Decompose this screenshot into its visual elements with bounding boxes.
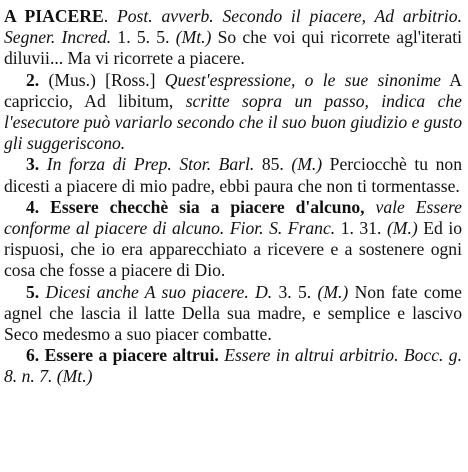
label-text: (Mus.) [Ross.] — [39, 69, 165, 90]
definition-text: In forza di Prep. Stor. Barl. — [39, 154, 255, 175]
entry-paragraph-3 — [4, 154, 462, 196]
definition-text: scritte sopra un passo, indica che l'esecutore può variarlo secondo che il suo buon giudizio e gusto gli suggeriscono. — [4, 90, 462, 154]
citation-source: (M.) — [317, 281, 349, 302]
citation-source: (M.) — [386, 218, 418, 239]
quotation-text: So che voi qui ricorrete agl'iterati diluvii... Ma vi ricorrete a piacere. — [4, 27, 462, 69]
sense-number: 6. — [26, 345, 40, 366]
example-text: A capriccio, Ad libitum, — [4, 69, 462, 111]
citation-source: (Mt.) — [56, 366, 93, 387]
citation-number: 85. — [254, 154, 292, 175]
entry-paragraph-2 — [4, 70, 462, 155]
quotation-text: Perciocchè tu non dicesti a piacere di mio padre, ebbi paura che non ti tormentasse. — [4, 154, 462, 196]
phrase-headword: Essere a piacere altrui. — [39, 345, 219, 366]
headword-period: . — [103, 6, 117, 26]
definition-text: Essere in altrui arbitrio. Bocc. g. 8. n. 7. — [4, 345, 462, 387]
entry-paragraph-5 — [4, 282, 462, 346]
sense-number: 5. — [26, 281, 40, 302]
entry-paragraph-1 — [4, 6, 462, 70]
citation-number: 3. 5. — [272, 281, 318, 302]
citation-source: (Mt.) — [175, 27, 212, 48]
sense-number: 4. — [26, 196, 40, 217]
citation-source: (M.) — [291, 154, 323, 175]
phrase-headword: Essere checchè sia a piacere d'alcuno, — [39, 196, 365, 217]
quotation-text: Ed io rispuosi, che io era apparecchiato a ricevere e a sostenere ogni cosa che fosse a piacere di Dio. — [4, 218, 463, 281]
citation-number: 1. 31. — [335, 218, 387, 239]
citation-number: 1. 5. 5. — [111, 27, 176, 48]
sense-number: 2. — [26, 69, 40, 90]
quotation-text: Non fate come agnel che lascia il latte Della sua madre, e semplice e lascivo Seco medesmo a suo piacer combatte. — [4, 281, 462, 345]
entry-paragraph-4 — [4, 197, 462, 282]
definition-text: Post. avverb. Secondo il piacere, Ad arbitrio. Segner. Incred. — [4, 6, 462, 48]
sense-number: 3. — [26, 154, 40, 175]
definition-text: Dicesi anche A suo piacere. D. — [39, 281, 273, 302]
definition-text: Quest'espressione, o le sue sinonime — [164, 69, 441, 90]
entry-paragraph-6 — [4, 345, 462, 387]
headword: A PIACERE — [4, 6, 104, 26]
definition-text: vale Essere conforme al piacere di alcuno. Fior. S. Franc. — [4, 196, 462, 239]
